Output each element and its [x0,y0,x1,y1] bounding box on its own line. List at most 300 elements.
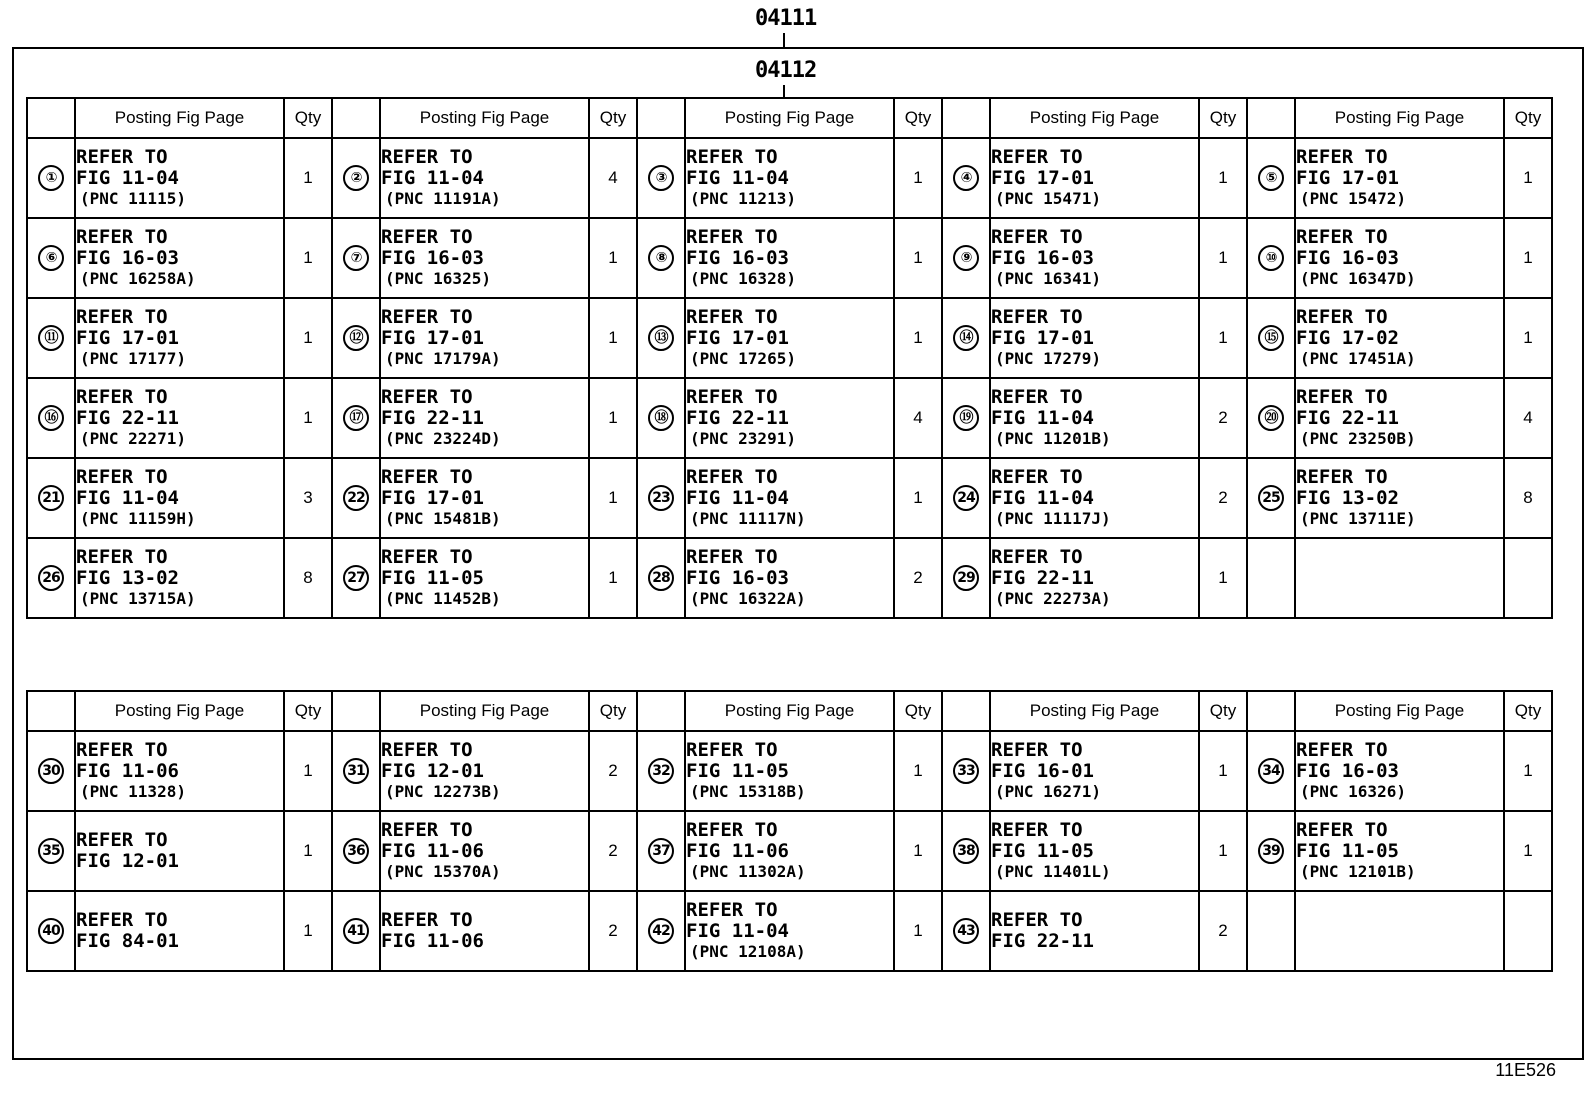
ref-number-cell [942,538,990,618]
ref-number-badge: ⑥ [38,245,64,271]
posting-cell [380,731,589,811]
qty-cell: 1 [589,218,637,298]
ref-number-cell [27,731,75,811]
qty-cell: 1 [894,811,942,891]
figure-reference: FIG 13-02 [76,567,179,589]
refer-to-text: REFER TO [76,546,168,568]
refer-to-text: REFER TO [1296,739,1388,761]
ref-number-cell [1247,458,1295,538]
pnc-reference: (PNC 11117J) [995,509,1111,528]
qty-cell: 3 [284,458,332,538]
posting-header: Posting Fig Page [75,98,284,138]
figure-reference: FIG 17-02 [1296,327,1399,349]
ref-number-cell [332,731,380,811]
refer-to-text: REFER TO [686,739,778,761]
posting-cell [685,731,894,811]
table-row [27,378,1552,458]
figure-reference: FIG 16-03 [1296,760,1399,782]
qty-cell: 1 [894,731,942,811]
posting-cell [1295,378,1504,458]
ref-number-badge: ① [38,165,64,191]
qty-cell [1504,891,1552,971]
ref-number-cell [332,811,380,891]
ref-number-cell [27,811,75,891]
ref-number-cell [942,298,990,378]
figure-reference: FIG 17-01 [991,327,1094,349]
ref-number-badge: ⑩ [1258,245,1284,271]
table-row [27,458,1552,538]
posting-cell [990,138,1199,218]
ref-number-badge: 41 [343,918,369,944]
reference-table-1 [26,97,1553,619]
posting-cell [380,218,589,298]
table-row [27,731,1552,811]
table-1-body [27,138,1552,618]
figure-reference: FIG 22-11 [1296,407,1399,429]
ref-number-badge: 22 [343,485,369,511]
refer-to-text: REFER TO [381,146,473,168]
posting-cell [1295,458,1504,538]
posting-cell [1295,811,1504,891]
posting-cell [75,458,284,538]
refer-to-text: REFER TO [991,146,1083,168]
ref-number-badge: 24 [953,485,979,511]
figure-reference: FIG 12-01 [381,760,484,782]
qty-cell: 2 [589,731,637,811]
ref-number-cell [942,218,990,298]
posting-cell [75,298,284,378]
posting-cell [1295,538,1504,618]
qty-cell: 4 [1504,378,1552,458]
pnc-reference: (PNC 23250B) [1300,429,1416,448]
posting-header: Posting Fig Page [990,98,1199,138]
ref-number-cell [942,811,990,891]
ref-number-header [332,98,380,138]
pnc-reference: (PNC 22271) [80,429,186,448]
posting-header: Posting Fig Page [685,98,894,138]
ref-number-header [942,691,990,731]
pnc-reference: (PNC 16322A) [690,589,806,608]
pnc-reference: (PNC 15472) [1300,189,1406,208]
qty-cell: 1 [284,731,332,811]
refer-to-text: REFER TO [76,829,168,851]
ref-number-cell [637,538,685,618]
refer-to-text: REFER TO [381,386,473,408]
refer-to-text: REFER TO [1296,386,1388,408]
refer-to-text: REFER TO [991,306,1083,328]
ref-number-badge: ⑨ [953,245,979,271]
pnc-reference: (PNC 11159H) [80,509,196,528]
posting-cell [75,218,284,298]
ref-number-badge: 35 [38,838,64,864]
posting-cell [685,138,894,218]
qty-cell: 2 [589,891,637,971]
pnc-reference: (PNC 23224D) [385,429,501,448]
refer-to-text: REFER TO [76,466,168,488]
ref-number-header [1247,98,1295,138]
drawing-code: 11E526 [1495,1060,1556,1080]
ref-number-badge: ④ [953,165,979,191]
ref-number-header [942,98,990,138]
posting-cell [990,458,1199,538]
table-row [27,538,1552,618]
pnc-reference: (PNC 11328) [80,782,186,801]
ref-number-cell [942,378,990,458]
posting-cell [75,811,284,891]
ref-number-cell [27,891,75,971]
ref-number-cell [1247,538,1295,618]
figure-reference: FIG 12-01 [76,850,179,872]
refer-to-text: REFER TO [1296,306,1388,328]
refer-to-text: REFER TO [991,819,1083,841]
pnc-reference: (PNC 11115) [80,189,186,208]
figure-reference: FIG 16-03 [76,247,179,269]
qty-cell: 1 [284,138,332,218]
ref-number-badge: ⑱ [648,405,674,431]
ref-number-badge: 23 [648,485,674,511]
posting-cell [1295,891,1504,971]
assembly-label: 04111 [755,6,817,31]
posting-header: Posting Fig Page [990,691,1199,731]
figure-reference: FIG 11-04 [991,487,1094,509]
refer-to-text: REFER TO [991,546,1083,568]
posting-cell [380,138,589,218]
ref-number-cell [27,538,75,618]
ref-number-cell [1247,218,1295,298]
ref-number-badge: ⑧ [648,245,674,271]
ref-number-badge: ③ [648,165,674,191]
ref-number-cell [332,218,380,298]
ref-number-cell [1247,811,1295,891]
qty-cell: 1 [1504,731,1552,811]
qty-cell: 1 [284,218,332,298]
posting-cell [990,298,1199,378]
figure-reference: FIG 11-04 [76,487,179,509]
figure-reference: FIG 17-01 [381,327,484,349]
posting-header: Posting Fig Page [1295,98,1504,138]
refer-to-text: REFER TO [686,466,778,488]
refer-to-text: REFER TO [381,819,473,841]
qty-cell: 1 [589,538,637,618]
pnc-reference: (PNC 11201B) [995,429,1111,448]
posting-cell [990,891,1199,971]
pnc-reference: (PNC 17279) [995,349,1101,368]
figure-reference: FIG 11-06 [381,930,484,952]
pnc-reference: (PNC 12101B) [1300,862,1416,881]
figure-reference: FIG 11-06 [686,840,789,862]
refer-to-text: REFER TO [76,306,168,328]
qty-cell: 1 [894,458,942,538]
figure-reference: FIG 11-05 [686,760,789,782]
refer-to-text: REFER TO [686,899,778,921]
ref-number-badge: 31 [343,758,369,784]
figure-reference: FIG 11-05 [381,567,484,589]
figure-reference: FIG 13-02 [1296,487,1399,509]
figure-reference: FIG 11-04 [686,487,789,509]
refer-to-text: REFER TO [381,226,473,248]
qty-cell: 8 [284,538,332,618]
qty-cell: 8 [1504,458,1552,538]
pnc-reference: (PNC 16341) [995,269,1101,288]
pnc-reference: (PNC 11117N) [690,509,806,528]
qty-header: Qty [1504,691,1552,731]
figure-reference: FIG 16-03 [686,247,789,269]
ref-number-cell [1247,731,1295,811]
ref-number-badge: 43 [953,918,979,944]
refer-to-text: REFER TO [76,739,168,761]
qty-cell: 2 [894,538,942,618]
refer-to-text: REFER TO [381,739,473,761]
table-header-row [27,98,1552,138]
refer-to-text: REFER TO [76,909,168,931]
ref-number-cell [332,458,380,538]
posting-cell [685,378,894,458]
pnc-reference: (PNC 16325) [385,269,491,288]
posting-cell [685,538,894,618]
ref-number-badge: 30 [38,758,64,784]
qty-cell: 1 [284,378,332,458]
refer-to-text: REFER TO [991,226,1083,248]
qty-cell [1504,538,1552,618]
ref-number-cell [332,891,380,971]
ref-number-header [637,691,685,731]
refer-to-text: REFER TO [1296,466,1388,488]
posting-cell [685,218,894,298]
ref-number-badge: 36 [343,838,369,864]
pnc-reference: (PNC 11213) [690,189,796,208]
figure-reference: FIG 16-03 [381,247,484,269]
posting-header: Posting Fig Page [75,691,284,731]
ref-number-badge: 25 [1258,485,1284,511]
qty-header: Qty [1199,691,1247,731]
qty-header: Qty [894,98,942,138]
ref-number-badge: 27 [343,565,369,591]
ref-number-cell [27,138,75,218]
refer-to-text: REFER TO [381,909,473,931]
pnc-reference: (PNC 13711E) [1300,509,1416,528]
ref-number-badge: 40 [38,918,64,944]
refer-to-text: REFER TO [1296,146,1388,168]
posting-cell [380,891,589,971]
pnc-reference: (PNC 11401L) [995,862,1111,881]
figure-reference: FIG 16-03 [686,567,789,589]
qty-cell: 1 [589,298,637,378]
ref-number-cell [27,298,75,378]
ref-number-badge: ⑲ [953,405,979,431]
ref-number-cell [1247,138,1295,218]
figure-reference: FIG 11-06 [76,760,179,782]
ref-number-cell [637,378,685,458]
pnc-reference: (PNC 11452B) [385,589,501,608]
posting-cell [990,731,1199,811]
reference-table-2 [26,690,1553,972]
qty-header: Qty [589,691,637,731]
qty-header: Qty [589,98,637,138]
pnc-reference: (PNC 16258A) [80,269,196,288]
posting-cell [990,378,1199,458]
refer-to-text: REFER TO [381,546,473,568]
table-header-row [27,691,1552,731]
ref-number-cell [332,378,380,458]
refer-to-text: REFER TO [686,546,778,568]
posting-cell [75,138,284,218]
figure-reference: FIG 17-01 [686,327,789,349]
ref-number-cell [332,538,380,618]
refer-to-text: REFER TO [686,146,778,168]
ref-number-cell [942,458,990,538]
ref-number-badge: 28 [648,565,674,591]
pnc-reference: (PNC 17179A) [385,349,501,368]
figure-reference: FIG 11-04 [686,167,789,189]
posting-cell [75,538,284,618]
qty-cell: 1 [894,298,942,378]
table-row [27,298,1552,378]
ref-number-badge: 37 [648,838,674,864]
qty-cell: 1 [589,458,637,538]
posting-cell [380,458,589,538]
pnc-reference: (PNC 12108A) [690,942,806,961]
table-row [27,138,1552,218]
ref-number-badge: 33 [953,758,979,784]
pnc-reference: (PNC 16326) [1300,782,1406,801]
figure-reference: FIG 11-04 [76,167,179,189]
posting-cell [990,218,1199,298]
posting-cell [380,538,589,618]
pnc-reference: (PNC 15318B) [690,782,806,801]
pnc-reference: (PNC 16347D) [1300,269,1416,288]
refer-to-text: REFER TO [686,819,778,841]
pnc-reference: (PNC 22273A) [995,589,1111,608]
qty-header: Qty [284,98,332,138]
pnc-reference: (PNC 17177) [80,349,186,368]
posting-cell [1295,218,1504,298]
qty-cell: 2 [1199,378,1247,458]
ref-number-badge: 42 [648,918,674,944]
ref-number-badge: 26 [38,565,64,591]
ref-number-cell [637,891,685,971]
ref-number-header [27,98,75,138]
posting-cell [685,298,894,378]
refer-to-text: REFER TO [1296,819,1388,841]
refer-to-text: REFER TO [686,306,778,328]
refer-to-text: REFER TO [76,226,168,248]
qty-cell: 1 [894,138,942,218]
table-row [27,218,1552,298]
ref-number-cell [637,811,685,891]
qty-cell: 2 [1199,458,1247,538]
ref-number-badge: ⑤ [1258,165,1284,191]
ref-number-header [1247,691,1295,731]
refer-to-text: REFER TO [686,386,778,408]
qty-cell: 1 [1199,538,1247,618]
qty-cell: 4 [894,378,942,458]
qty-cell: 1 [1504,811,1552,891]
ref-number-cell [1247,298,1295,378]
qty-cell: 1 [1199,298,1247,378]
ref-number-cell [1247,891,1295,971]
pnc-reference: (PNC 16271) [995,782,1101,801]
pnc-reference: (PNC 15370A) [385,862,501,881]
table-2-body [27,731,1552,971]
posting-cell [990,538,1199,618]
posting-cell [685,458,894,538]
figure-reference: FIG 22-11 [686,407,789,429]
ref-number-badge: ⑮ [1258,325,1284,351]
qty-header: Qty [1199,98,1247,138]
table-row [27,811,1552,891]
ref-number-header [637,98,685,138]
posting-header: Posting Fig Page [380,98,589,138]
posting-cell [1295,298,1504,378]
figure-reference: FIG 17-01 [991,167,1094,189]
qty-cell: 1 [284,891,332,971]
qty-header: Qty [1504,98,1552,138]
ref-number-badge: ⑫ [343,325,369,351]
ref-number-cell [637,138,685,218]
pnc-reference: (PNC 13715A) [80,589,196,608]
ref-number-cell [637,731,685,811]
ref-number-badge: ⑭ [953,325,979,351]
qty-cell: 1 [894,891,942,971]
refer-to-text: REFER TO [991,909,1083,931]
posting-cell [1295,138,1504,218]
refer-to-text: REFER TO [686,226,778,248]
ref-number-cell [27,378,75,458]
posting-header: Posting Fig Page [685,691,894,731]
posting-header: Posting Fig Page [1295,691,1504,731]
figure-reference: FIG 22-11 [991,567,1094,589]
ref-number-cell [942,891,990,971]
qty-cell: 1 [1199,811,1247,891]
ref-number-badge: ⑰ [343,405,369,431]
pnc-reference: (PNC 16328) [690,269,796,288]
refer-to-text: REFER TO [991,466,1083,488]
ref-number-badge: ⑯ [38,405,64,431]
qty-cell: 2 [589,811,637,891]
ref-number-badge: 34 [1258,758,1284,784]
pnc-reference: (PNC 23291) [690,429,796,448]
posting-cell [380,378,589,458]
figure-reference: FIG 11-04 [381,167,484,189]
refer-to-text: REFER TO [76,146,168,168]
figure-reference: FIG 16-03 [991,247,1094,269]
figure-reference: FIG 22-11 [991,930,1094,952]
figure-reference: FIG 11-04 [686,920,789,942]
refer-to-text: REFER TO [381,466,473,488]
pnc-reference: (PNC 17265) [690,349,796,368]
ref-number-cell [332,138,380,218]
subassembly-label: 04112 [755,58,817,83]
qty-cell: 1 [1199,138,1247,218]
posting-cell [1295,731,1504,811]
qty-cell: 1 [589,378,637,458]
ref-number-badge: 32 [648,758,674,784]
pnc-reference: (PNC 15481B) [385,509,501,528]
figure-reference: FIG 11-06 [381,840,484,862]
refer-to-text: REFER TO [991,386,1083,408]
ref-number-badge: 39 [1258,838,1284,864]
posting-cell [75,731,284,811]
figure-reference: FIG 16-03 [1296,247,1399,269]
pnc-reference: (PNC 11191A) [385,189,501,208]
ref-number-badge: 38 [953,838,979,864]
ref-number-header [27,691,75,731]
figure-reference: FIG 11-05 [1296,840,1399,862]
ref-number-badge: 21 [38,485,64,511]
pnc-reference: (PNC 12273B) [385,782,501,801]
figure-reference: FIG 17-01 [381,487,484,509]
ref-number-badge: ⑪ [38,325,64,351]
